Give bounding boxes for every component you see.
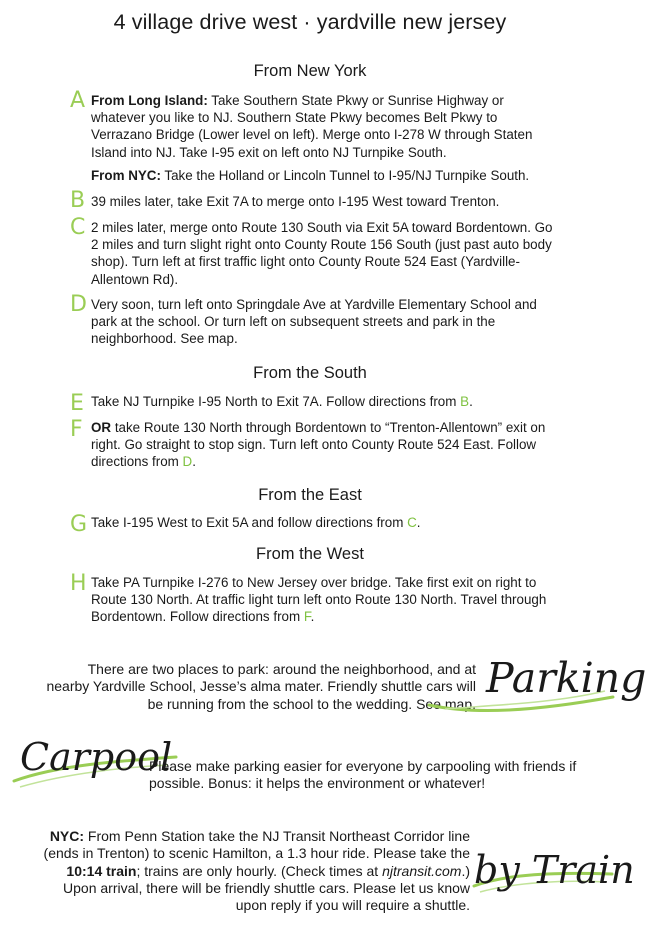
step-c: 2 miles later, merge onto Route 130 South via Exit 5A toward Bordentown. Go 2 miles and turn slight right onto County Route 156 South (just past auto body shop). Turn left at first traffic light onto County Route 524 East (Yardville-Allentown Rd). xyxy=(91,220,553,287)
train-website: njtransit.com xyxy=(382,862,462,879)
step-a-long-island xyxy=(91,92,561,161)
train-text-2: ; trains are only hourly. (Check times at xyxy=(136,862,383,879)
section-heading-west: From the West xyxy=(256,545,364,563)
step-a-long-island-label: From Long Island: xyxy=(91,93,208,108)
section-heading-new-york: From New York xyxy=(253,62,367,80)
train-paragraph xyxy=(40,828,470,914)
train-script-heading: by Train xyxy=(474,848,635,892)
step-a-nyc xyxy=(91,167,561,184)
step-f-or: OR xyxy=(91,420,112,435)
step-f xyxy=(91,419,561,471)
step-d: Very soon, turn left onto Springdale Ave at Yardville Elementary School and park at the school. Or turn left on subsequent streets and park in the neighborhood. See map. xyxy=(91,297,537,347)
step-g-period: . xyxy=(416,515,421,530)
step-a-nyc-text: Take the Holland or Lincoln Tunnel to I-95/NJ Turnpike South. xyxy=(160,168,530,183)
step-g-text: Take I-195 West to Exit 5A and follow directions from xyxy=(91,515,408,530)
step-letter-a: A xyxy=(70,88,86,113)
step-a-nyc-label: From NYC: xyxy=(91,168,161,183)
section-heading-east: From the East xyxy=(258,486,362,504)
step-f-period: . xyxy=(192,454,196,470)
train-time: 10:14 train xyxy=(66,862,137,879)
section-heading-south: From the South xyxy=(253,364,367,382)
step-h-period: . xyxy=(310,609,315,625)
step-letter-f: F xyxy=(70,417,83,442)
step-e-text: Take NJ Turnpike I-95 North to Exit 7A. Follow directions from xyxy=(91,394,461,409)
parking-paragraph: There are two places to park: around the neighborhood, and at nearby Yardville School, Jesse’s alma mater. Friendly shuttle cars will be running from the school to the wedding. See map. xyxy=(46,661,476,712)
train-text-1: From Penn Station take the NJ Transit Northeast Corridor line (ends in Trenton) to scenic Hamilton, a 1.3 hour ride. Please take the xyxy=(43,828,470,862)
step-f-text: take Route 130 North through Bordentown to “Trenton-Allentown” exit on right. Go straight to stop sign. Turn left onto County Route 524 East. Follow directions from xyxy=(91,420,546,470)
step-letter-g: G xyxy=(70,512,88,537)
step-letter-c: C xyxy=(70,215,86,240)
step-e-period: . xyxy=(469,394,473,409)
step-h-text: Take PA Turnpike I-276 to New Jersey over bridge. Take first exit on right to Route 130 North. At traffic light turn left onto Route 130 North. Travel through Bordentown. Follow directions from xyxy=(91,575,547,625)
step-f-ref: D xyxy=(182,454,193,470)
step-h xyxy=(91,574,561,626)
page-title: 4 village drive west · yardville new jersey xyxy=(113,10,507,34)
carpool-script-heading: Carpool xyxy=(20,735,173,779)
train-nyc-label: NYC: xyxy=(49,828,85,844)
step-letter-e: E xyxy=(70,391,84,416)
carpool-paragraph: Please make parking easier for everyone by carpooling with friends if possible. Bonus: it helps the environment or whatever! xyxy=(149,758,577,792)
step-a-long-island-text: Take Southern State Pkwy or Sunrise Highway or whatever you like to NJ. Southern State Pkwy becomes Belt Pkwy to Verrazano Bridge (Lower level on left). Merge onto I-278 W through Staten Island into NJ. Take I-95 exit on left onto NJ Turnpike South. xyxy=(91,93,533,160)
step-e-ref: B xyxy=(460,394,470,409)
step-letter-b: B xyxy=(70,188,86,213)
step-letter-d: D xyxy=(70,292,87,317)
step-g-ref: C xyxy=(407,515,417,530)
train-text-3: .) Upon arrival, there will be friendly shuttle cars. Please let us know upon reply if you will require a shuttle. xyxy=(63,862,470,914)
parking-script-heading: Parking xyxy=(486,654,646,702)
step-e xyxy=(91,393,561,410)
step-b: 39 miles later, take Exit 7A to merge onto I-195 West toward Trenton. xyxy=(91,194,500,209)
step-h-ref: F xyxy=(303,609,311,625)
step-letter-h: H xyxy=(70,571,87,596)
step-g xyxy=(91,514,561,531)
